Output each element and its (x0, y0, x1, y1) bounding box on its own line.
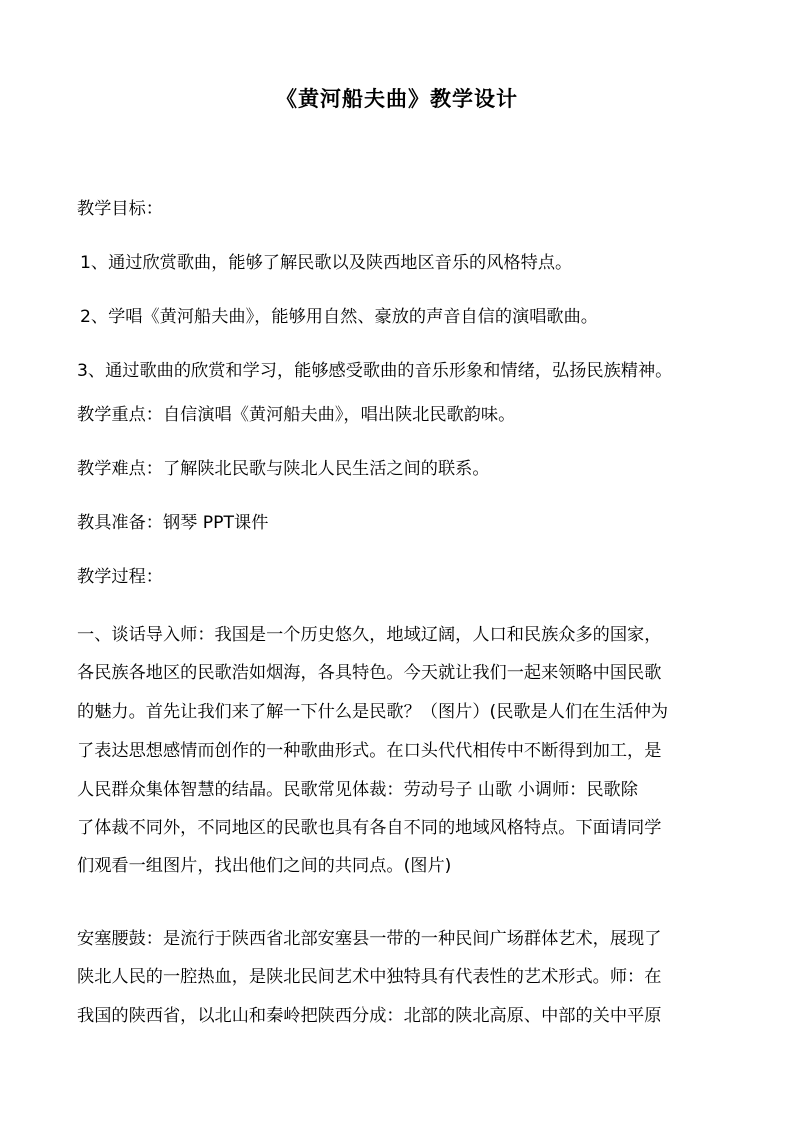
paragraph-line: 们观看一组图片，找出他们之间的共同点。(图片) (77, 856, 452, 876)
teaching-difficulty: 教学难点：了解陕北民歌与陕北人民生活之间的联系。 (77, 459, 490, 479)
paragraph-line: 我国的陕西省，以北山和秦岭把陕西分成：北部的陕北高原、中部的关中平原 (77, 1006, 662, 1026)
objective-3: 3、通过歌曲的欣赏和学习，能够感受歌曲的音乐形象和情绪，弘扬民族精神。 (77, 361, 673, 381)
teaching-key-point: 教学重点：自信演唱《黄河船夫曲》，唱出陕北民歌韵味。 (77, 405, 516, 425)
objective-2: 2、学唱《黄河船夫曲》，能够用自然、豪放的声音自信的演唱歌曲。 (80, 307, 598, 327)
section-heading-objectives: 教学目标： (77, 199, 163, 219)
teaching-materials: 教具准备：钢琴 PPT课件 (77, 513, 269, 533)
objective-1: 1、通过欣赏歌曲，能够了解民歌以及陕西地区音乐的风格特点。 (80, 253, 573, 273)
paragraph-line: 了体裁不同外，不同地区的民歌也具有各自不同的地域风格特点。下面请同学 (77, 818, 662, 838)
paragraph-line: 各民族各地区的民歌浩如烟海，各具特色。今天就让我们一起来领略中国民歌 (77, 663, 662, 683)
paragraph-line: 安塞腰鼓：是流行于陕西省北部安塞县一带的一种民间广场群体艺术，展现了 (77, 929, 662, 949)
document-title: 《黄河船夫曲》教学设计 (276, 86, 518, 111)
paragraph-line: 陕北人民的一腔热血，是陕北民间艺术中独特具有代表性的艺术形式。师：在 (77, 967, 662, 987)
paragraph-line: 人民群众集体智慧的结晶。民歌常见体裁：劳动号子 山歌 小调师：民歌除 (77, 780, 638, 800)
paragraph-line: 的魅力。首先让我们来了解一下什么是民歌？（图片）(民歌是人们在生活仲为 (77, 702, 669, 722)
paragraph-line: 一、谈话导入师：我国是一个历史悠久，地域辽阔，人口和民族众多的国家， (77, 625, 662, 645)
section-heading-process: 教学过程： (77, 567, 163, 587)
paragraph-line: 了表达思想感情而创作的一种歌曲形式。在口头代代相传中不断得到加工，是 (77, 741, 662, 761)
